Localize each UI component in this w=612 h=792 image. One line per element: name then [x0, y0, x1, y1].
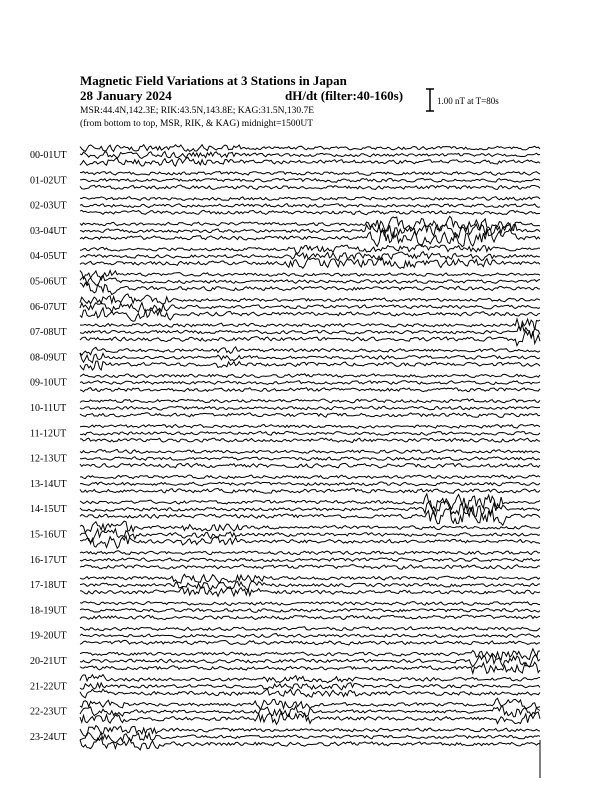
chart-title: Magnetic Field Variations at 3 Stations in Japan	[80, 73, 347, 88]
trace-msr	[80, 615, 540, 620]
trace-msr	[80, 488, 540, 493]
trace-kag	[80, 649, 540, 660]
trace-kag	[80, 245, 540, 254]
trace-rik	[80, 558, 540, 562]
trace-kag	[80, 602, 540, 606]
hour-label: 07-08UT	[30, 327, 67, 339]
hour-labels	[30, 150, 67, 743]
hour-label: 23-24UT	[30, 731, 67, 743]
trace-msr	[80, 689, 540, 698]
trace-kag	[80, 216, 540, 231]
hour-label: 00-01UT	[30, 150, 67, 161]
trace-rik	[80, 655, 540, 667]
trace-kag	[80, 374, 540, 378]
hour-label: 03-04UT	[30, 225, 67, 237]
trace-rik	[80, 733, 540, 743]
trace-rik	[80, 683, 540, 690]
trace-area	[80, 145, 540, 778]
trace-rik	[80, 457, 540, 461]
trace-rik	[80, 275, 540, 285]
trace-msr	[80, 587, 540, 597]
hour-label: 01-02UT	[30, 175, 67, 187]
trace-kag	[80, 171, 540, 175]
trace-rik	[80, 406, 540, 410]
trace-kag	[80, 450, 540, 454]
trace-msr	[80, 283, 540, 295]
trace-rik	[80, 353, 540, 363]
scale-bar	[426, 89, 434, 111]
trace-msr	[80, 388, 540, 392]
chart-quantity: dH/dt (filter:40-160s)	[285, 88, 404, 103]
hour-label: 13-14UT	[30, 478, 67, 490]
chart-date: 28 January 2024	[80, 88, 172, 103]
trace-kag	[80, 424, 540, 428]
trace-rik	[80, 204, 540, 208]
hour-label: 06-07UT	[30, 301, 67, 313]
hour-label: 12-13UT	[30, 453, 67, 465]
trace-msr	[80, 738, 540, 750]
hour-label: 19-20UT	[30, 630, 67, 642]
trace-msr	[80, 565, 540, 570]
trace-kag	[80, 399, 540, 403]
trace-kag	[80, 675, 540, 683]
trace-rik	[80, 381, 540, 385]
trace-rik	[80, 152, 540, 159]
trace-msr	[80, 157, 540, 166]
hour-label: 02-03UT	[30, 200, 67, 212]
trace-rik	[80, 581, 540, 590]
trace-kag	[80, 347, 540, 355]
trace-rik	[80, 431, 540, 435]
trace-rik	[80, 609, 540, 613]
hour-label: 08-09UT	[30, 352, 67, 364]
hour-label: 11-12UT	[30, 428, 67, 440]
trace-kag	[80, 574, 540, 583]
hour-label: 09-10UT	[30, 377, 67, 389]
scale-bar-label: 1.00 nT at T=80s	[437, 96, 499, 106]
trace-msr	[80, 185, 540, 190]
hour-label: 04-05UT	[30, 251, 67, 263]
trace-kag	[80, 475, 540, 479]
trace-msr	[80, 210, 540, 214]
hour-label: 05-06UT	[30, 276, 67, 288]
trace-kag	[80, 294, 540, 304]
hour-label: 10-11UT	[30, 403, 67, 414]
trace-msr	[80, 463, 540, 467]
trace-rik	[80, 482, 540, 486]
trace-rik	[80, 529, 540, 542]
trace-kag	[80, 521, 540, 533]
trace-msr	[80, 361, 540, 370]
hour-label: 17-18UT	[30, 580, 67, 592]
station-order-note: (from bottom to top, MSR, RIK, & KAG) midnight=1500UT	[80, 119, 314, 129]
trace-kag	[80, 627, 540, 631]
trace-kag	[80, 145, 540, 152]
hour-label: 15-16UT	[30, 529, 67, 541]
station-coordinates: MSR:44.4N,142.3E; RIK:43.5N,143.8E; KAG:31.5N,130.7E	[80, 106, 315, 116]
trace-msr	[80, 413, 540, 418]
hour-label: 18-19UT	[30, 605, 67, 617]
trace-kag	[80, 698, 540, 710]
trace-kag	[80, 319, 540, 331]
hour-label: 14-15UT	[30, 504, 67, 516]
trace-rik	[80, 179, 540, 183]
trace-kag	[80, 270, 540, 280]
trace-msr	[80, 536, 540, 548]
hour-label: 16-17UT	[30, 554, 67, 566]
trace-msr	[80, 331, 540, 346]
trace-kag	[80, 197, 540, 201]
hour-label: 20-21UT	[30, 656, 67, 667]
hour-label: 22-23UT	[30, 706, 67, 718]
trace-msr	[80, 712, 540, 725]
trace-kag	[80, 551, 540, 555]
trace-msr	[80, 258, 540, 268]
trace-msr	[80, 438, 540, 442]
trace-rik	[80, 303, 540, 312]
trace-msr	[80, 640, 540, 645]
hour-label: 21-22UT	[30, 681, 67, 693]
trace-rik	[80, 634, 540, 638]
